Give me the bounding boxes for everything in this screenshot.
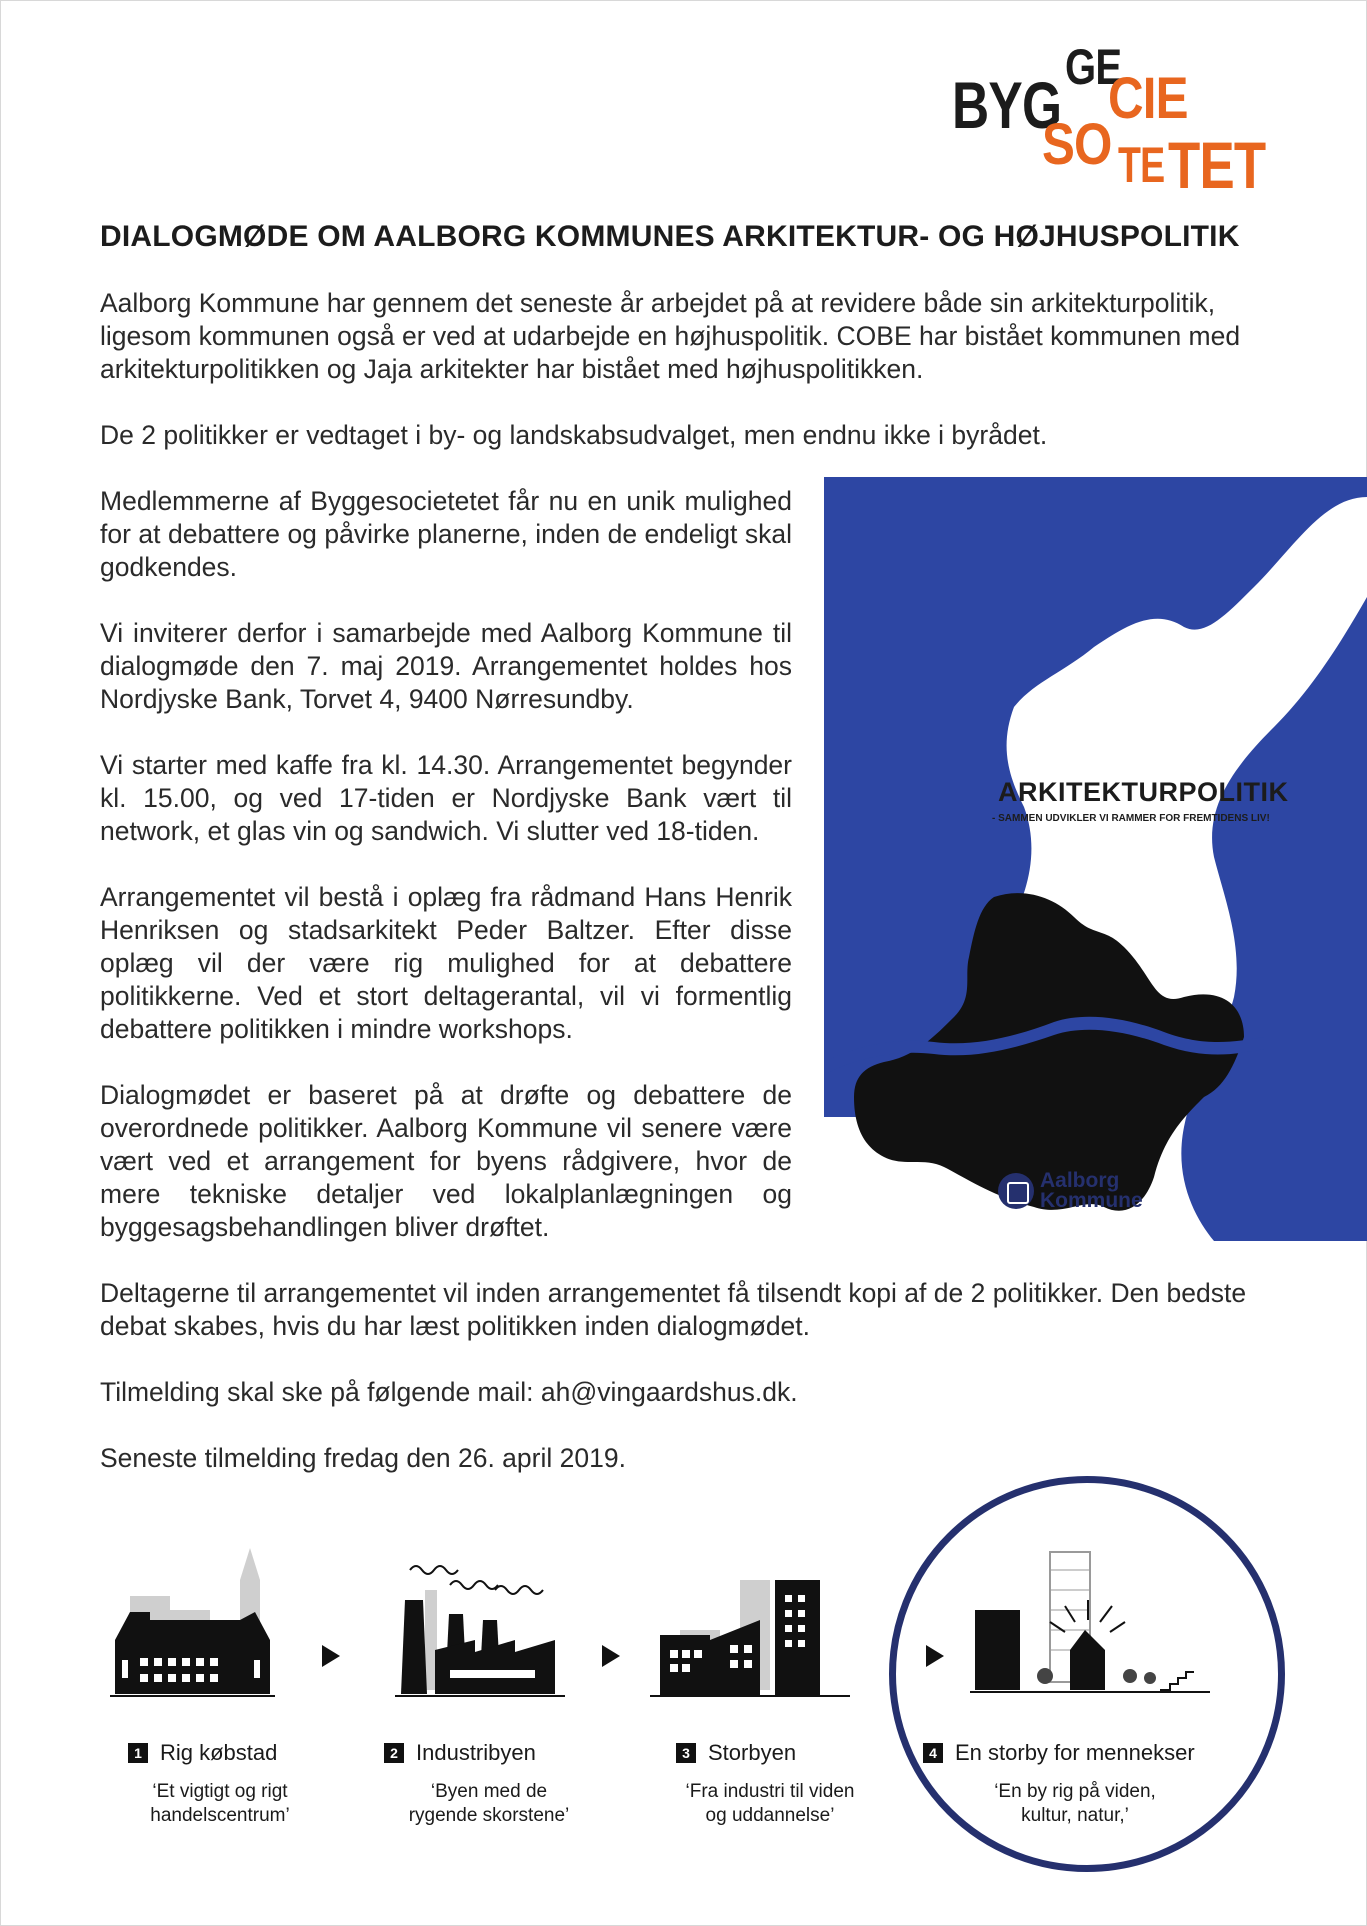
logo-cie: CIE: [1108, 66, 1188, 131]
stage-2-illustration: [395, 1540, 565, 1700]
stage-2-quote: [384, 1780, 594, 1828]
stage-4-label: [923, 1740, 1195, 1766]
paragraph-members: Medlemmerne af Byggesocietetet får nu en unik mulighed for at debattere og påvirke planerne, inden de endeligt skal godkendes.: [100, 486, 792, 582]
logo-tet: TET: [1168, 128, 1266, 202]
stage-2-label: [384, 1740, 536, 1766]
paragraph-program: Arrangementet vil bestå i oplæg fra rådmand Hans Henrik Henriksen og stadsarkitekt Peder Baltzer. Efter disse oplæg vil der være rig mulighed for at debattere politikkerne. Ved et stort deltagerantal, vil vi formentlig debattere politikken i mindre workshops.: [100, 882, 792, 1044]
arrow-2-icon: [602, 1645, 620, 1667]
stage-3-quote-line-2: og uddannelse’: [705, 1805, 835, 1826]
stage-2-title: Industribyen: [416, 1740, 536, 1765]
stage-3-quote: [665, 1780, 875, 1828]
stage-2-quote-line-2: rygende skorstene’: [408, 1805, 570, 1826]
paragraph-schedule: Vi starter med kaffe fra kl. 14.30. Arrangementet begynder kl. 15.00, og ved 17-tiden er Nordjyske Bank vært til network, et glas vin og sandwich. Vi slutter ved 18-tiden.: [100, 750, 792, 846]
org-line-2: Kommune: [1040, 1189, 1143, 1212]
stage-3-label: [676, 1740, 796, 1766]
arkitekturpolitik-cover: [824, 477, 1367, 1241]
org-line-1: Aalborg: [1040, 1169, 1120, 1192]
stage-4-title: En storby for mennekser: [955, 1740, 1195, 1765]
stage-3-illustration: [650, 1540, 850, 1700]
paragraph-registration: Tilmelding skal ske på følgende mail: ah@vingaardshus.dk.: [100, 1377, 798, 1407]
paragraph-intro: Aalborg Kommune har gennem det seneste år arbejdet på at revidere både sin arkitekturpolitik, ligesom kommunen også er ved at udarbejde en højhuspolitik. COBE har bistået kommunen med arkitekturpolitikken og Jaja arkitekter har bistået med højhuspolitikken.: [100, 288, 1241, 384]
stage-4-illustration: [970, 1540, 1220, 1700]
stage-3-title: Storbyen: [708, 1740, 797, 1765]
paragraph-deadline: Seneste tilmelding fredag den 26. april 2019.: [100, 1443, 626, 1473]
stage-3-quote-line-1: ‘Fra industri til viden: [685, 1781, 855, 1802]
cover-subtitle: - SAMMEN UDVIKLER VI RAMMER FOR FREMTIDENS LIV!: [992, 813, 1270, 824]
logo-so: SO: [1042, 112, 1112, 177]
stage-4-quote-line-1: ‘En by rig på viden,: [994, 1781, 1156, 1802]
cover-artwork: [824, 477, 1367, 1241]
cover-title: ARKITEKTURPOLITIK: [998, 777, 1289, 807]
logo-ge: GE: [1065, 39, 1122, 95]
stage-3-number: 3: [676, 1743, 696, 1763]
logo-byg: BYG: [952, 68, 1062, 142]
stage-1-title: Rig købstad: [160, 1740, 278, 1765]
paragraph-purpose: Dialogmødet er baseret på at drøfte og debattere de overordnede politikker. Aalborg Kommune vil senere være vært ved et arrangement for byens rådgivere, hvor de mere tekniske detaljer ved lokalplanlægningen og byggesagsbehandlingen bliver drøftet.: [100, 1080, 792, 1242]
stage-4-number: 4: [923, 1743, 943, 1763]
paragraph-materials: Deltagerne til arrangementet vil inden arrangementet få tilsendt kopi af de 2 politikker. Den bedste debat skabes, hvis du har læst politikken inden dialogmødet.: [100, 1278, 1247, 1341]
byggesocietetet-logo: [950, 39, 1270, 202]
stage-1-quote-line-2: handelscentrum’: [150, 1805, 290, 1826]
stage-1-illustration: [110, 1540, 275, 1700]
page-title: DIALOGMØDE OM AALBORG KOMMUNES ARKITEKTUR- OG HØJHUSPOLITIK: [100, 220, 1240, 253]
stage-4-quote: [970, 1780, 1180, 1828]
stage-4-quote-line-2: kultur, natur,’: [1021, 1805, 1129, 1826]
logo-te: TE: [1118, 137, 1165, 193]
stage-2-number: 2: [384, 1743, 404, 1763]
stage-1-quote: [120, 1780, 320, 1828]
stage-1-quote-line-1: ‘Et vigtigt og rigt: [152, 1781, 288, 1802]
stage-1-number: 1: [128, 1743, 148, 1763]
paragraph-invitation: Vi inviterer derfor i samarbejde med Aalborg Kommune til dialogmøde den 7. maj 2019. Arrangementet holdes hos Nordjyske Bank, Torvet 4, 9400 Nørresundby.: [100, 618, 792, 714]
arrow-1-icon: [322, 1645, 340, 1667]
stage-2-quote-line-1: ‘Byen med de: [430, 1781, 548, 1802]
stage-1-label: [128, 1740, 277, 1766]
aalborg-kommune-logo: [998, 1169, 1218, 1213]
city-seal-icon: [998, 1173, 1034, 1209]
paragraph-status: De 2 politikker er vedtaget i by- og landskabsudvalget, men endnu ikke i byrådet.: [100, 420, 1048, 450]
